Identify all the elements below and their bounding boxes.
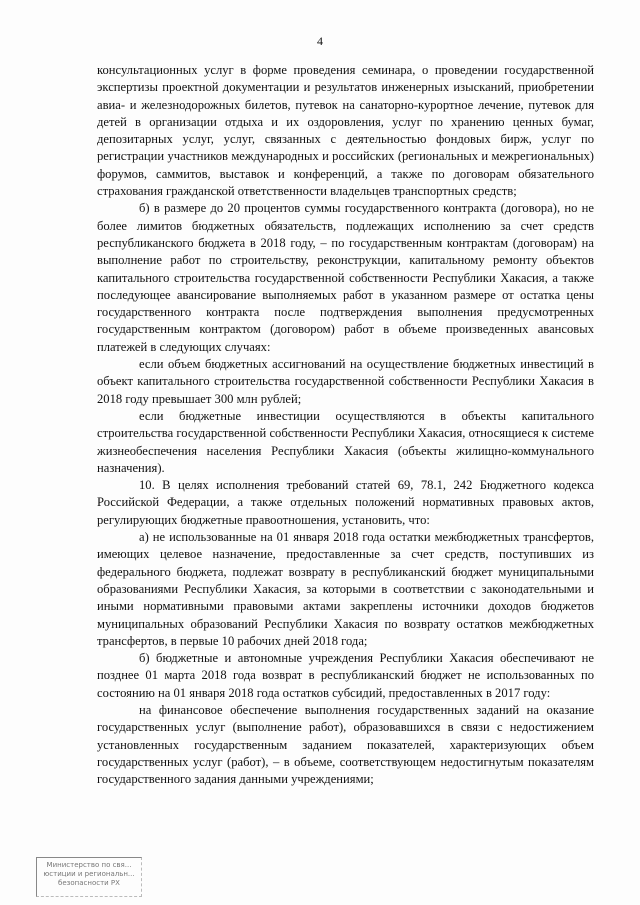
stamp-line: юстиции и региональн... [43,870,135,878]
stamp-line: безопасности РХ [58,879,120,887]
document-body [97,62,594,788]
stamp-line: Министерство по свя... [46,861,132,869]
paragraph: если объем бюджетных ассигнований на осуществление бюджетных инвестиций в объект капитального строительства государственной собственности Республики Хакасия в 2018 году превышает 300 млн рублей; [97,357,594,406]
paragraph: б) бюджетные и автономные учреждения Республики Хакасия обеспечивают не позднее 01 марта 2018 года возврат в республиканский бюджет не использованных по состоянию на 01 января 2018 года остатков субсидий, предоставленных в 2017 году: [97,651,594,700]
paragraph: если бюджетные инвестиции осуществляются в объекты капитального строительства государственной собственности Республики Хакасия, относящиеся к системе жизнеобеспечения населения Республики Хакасия (объекты жилищно-коммунального назначения). [97,408,594,475]
registration-stamp [36,857,142,897]
page-number: 4 [317,34,323,48]
paragraph: на финансовое обеспечение выполнения государственных заданий на оказание государственных услуг (выполнение работ), образовавшихся в связи с недостижением установленных государственным заданием показателей, характеризующих объем государственных услуг (работ), – в объеме, соответствующем недостигнутым показателям государственного задания данными учреждениями; [97,702,594,787]
paragraph: 10. В целях исполнения требований статей 69, 78.1, 242 Бюджетного кодекса Российской Федерации, а также отдельных положений нормативных правовых актов, регулирующих бюджетные правоотношения, установить, что: [97,478,594,527]
paragraph: а) не использованные на 01 января 2018 года остатки межбюджетных трансфертов, имеющих целевое назначение, предоставленные за счет средств, поступивших из федерального бюджета, подлежат возврату в республиканский бюджет муниципальными образованиями Республики Хакасия, за которыми в соответствии с законодательными и иными нормативными правовыми актами закреплены источники доходов бюджетов муниципальных образований Республики Хакасия по возврату остатков межбюджетных трансфертов, в первые 10 рабочих дней 2018 года; [97,530,594,648]
paragraph: консультационных услуг в форме проведения семинара, о проведении государственной экспертизы проектной документации и результатов инженерных изысканий, приобретении авиа- и железнодорожных билетов, путевок на санаторно-курортное лечение, путевок для детей в организации отдыха и их оздоровления, услуг по хранению ценных бумаг, депозитарных услуг, услуг, связанных с деятельностью фондовых бирж, услуг по регистрации участников международных и российских (региональных и межрегиональных) форумов, саммитов, выставок и конференций, а также по договорам обязательного страхования гражданской ответственности владельцев транспортных средств; [97,63,594,199]
paragraph: б) в размере до 20 процентов суммы государственного контракта (договора), но не более лимитов бюджетных обязательств, подлежащих исполнению за счет средств республиканского бюджета в 2018 году, – по государственным контрактам (договорам) на выполнение работ по строительству, реконструкции, капитальному ремонту объектов капитального строительства государственной собственности Республики Хакасия, а также последующее авансирование выполняемых работ в указанном размере от остатка цены государственного контракта после подтверждения выполнения предусмотренных государственным контрактом (договором) работ в объеме произведенных авансовых платежей в следующих случаях: [97,201,594,354]
